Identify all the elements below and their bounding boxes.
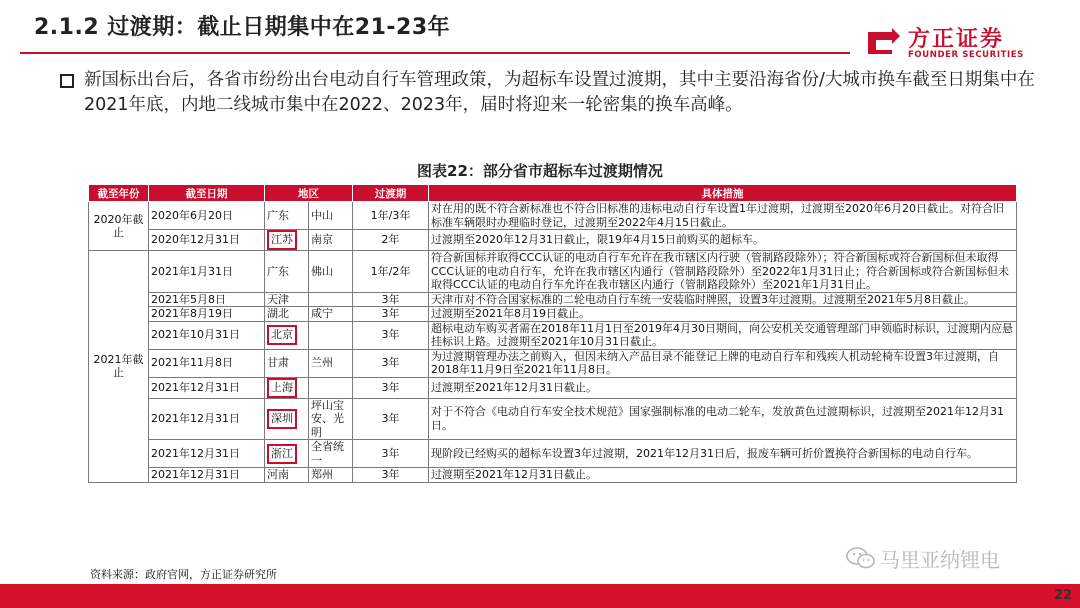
page-number: 22	[1053, 588, 1072, 603]
table-row	[89, 377, 1017, 398]
table-row	[89, 307, 1017, 322]
square-bullet-icon	[60, 74, 74, 88]
measure-cell: 过渡期至2020年12月31日截止，限19年4月15日前购买的超标车。	[429, 230, 1017, 251]
header-period: 过渡期	[353, 185, 429, 202]
intro-paragraph: 新国标出台后，各省市纷纷出台电动自行车管理政策，为超标车设置过渡期，其中主要沿海省份/大城市换车截至日期集中在2021年底，内地二线城市集中在2022、2023年，届时将迎来一轮密集的换车高峰。	[84, 70, 1035, 115]
wechat-watermark	[846, 544, 1066, 574]
province-cell: 广东	[265, 251, 309, 293]
header-year: 截至年份	[89, 185, 149, 202]
founder-logo-icon	[866, 26, 902, 56]
measure-cell: 超标电动车购买者需在2018年11月1日至2019年4月30日期间，向公安机关交通管理部门申领临时标识，过渡期内应悬挂标识上路。过渡期至2021年10月31日截止。	[429, 321, 1017, 349]
measure-cell: 天津市对不符合国家标准的二轮电动自行车统一安装临时牌照，设置3年过渡期。过渡期至2021年5月8日截止。	[429, 292, 1017, 307]
date-cell: 2021年5月8日	[149, 292, 265, 307]
watermark-text: 马里亚纳锂电	[880, 548, 1000, 572]
date-cell: 2020年6月20日	[149, 202, 265, 230]
header-date: 截至日期	[149, 185, 265, 202]
table-row	[89, 440, 1017, 468]
table-row	[89, 230, 1017, 251]
date-cell: 2021年8月19日	[149, 307, 265, 322]
period-cell: 3年	[353, 440, 429, 468]
period-cell: 3年	[353, 321, 429, 349]
city-cell: 南京	[309, 230, 353, 251]
measure-cell: 为过渡期管理办法之前购入，但因未纳入产品目录不能登记上牌的电动自行车和残疾人机动轮椅车设置3年过渡期，自2018年11月9日至2021年11月8日。	[429, 349, 1017, 377]
province-cell: 河南	[265, 468, 309, 483]
table-row	[89, 468, 1017, 483]
table-row	[89, 251, 1017, 293]
year-cell: 2021年截止	[89, 251, 149, 483]
period-cell: 3年	[353, 307, 429, 322]
province-cell	[265, 398, 309, 440]
period-cell: 3年	[353, 292, 429, 307]
company-logo	[866, 22, 1048, 64]
highlighted-region: 浙江	[267, 444, 297, 464]
page-title: 2.1.2 过渡期：截止日期集中在21-23年	[34, 15, 451, 40]
province-cell: 湖北	[265, 307, 309, 322]
logo-name: 方正证券	[908, 27, 1005, 52]
measure-cell: 符合新国标并取得CCC认证的电动自行车允许在我市辖区内行驶（管制路段除外）；符合新国标或符合新国标但未取得CCC认证的电动自行车，允许在我市辖区内通行（管制路段除外）至2022年1月31日止；符合新国标或符合新国标但未取得CCC认证的电动自行车允许在我市辖区内通行（管制路段除外）至2021年1月31日止。	[429, 251, 1017, 293]
city-cell: 坪山宝安、光明	[309, 398, 353, 440]
city-cell: 郑州	[309, 468, 353, 483]
measure-cell: 对于不符合《电动自行车安全技术规范》国家强制标准的电动二轮车，发放黄色过渡期标识，过渡期至2021年12月31日。	[429, 398, 1017, 440]
province-cell	[265, 321, 309, 349]
province-cell: 广东	[265, 202, 309, 230]
date-cell: 2021年1月31日	[149, 251, 265, 293]
table-header-row	[89, 185, 1017, 202]
province-cell	[265, 440, 309, 468]
period-cell: 1年/2年	[353, 251, 429, 293]
city-cell: 中山	[309, 202, 353, 230]
province-cell	[265, 230, 309, 251]
period-cell: 3年	[353, 377, 429, 398]
date-cell: 2021年10月31日	[149, 321, 265, 349]
measure-cell: 过渡期至2021年12月31日截止。	[429, 377, 1017, 398]
table-caption: 图表22：部分省市超标车过渡期情况	[417, 162, 663, 180]
measure-cell: 对在用的既不符合新标准也不符合旧标准的违标电动自行车设置1年过渡期，过渡期至2020年6月20日截止。对符合旧标准车辆限时办理临时登记，过渡期至2022年4月15日截止。	[429, 202, 1017, 230]
province-cell: 甘肃	[265, 349, 309, 377]
period-cell: 3年	[353, 349, 429, 377]
date-cell: 2021年12月31日	[149, 398, 265, 440]
city-cell: 咸宁	[309, 307, 353, 322]
wechat-icon	[846, 546, 876, 570]
header-measures: 具体措施	[429, 185, 1017, 202]
measure-cell: 过渡期至2021年8月19日截止。	[429, 307, 1017, 322]
logo-subtitle: FOUNDER SECURITIES	[908, 50, 1024, 60]
period-cell: 3年	[353, 398, 429, 440]
city-cell: 兰州	[309, 349, 353, 377]
city-cell: 佛山	[309, 251, 353, 293]
city-cell	[309, 377, 353, 398]
measure-cell: 过渡期至2021年12月31日截止。	[429, 468, 1017, 483]
table-row	[89, 349, 1017, 377]
period-cell: 2年	[353, 230, 429, 251]
year-cell: 2020年截止	[89, 202, 149, 251]
table-row	[89, 321, 1017, 349]
date-cell: 2020年12月31日	[149, 230, 265, 251]
highlighted-region: 北京	[267, 325, 297, 345]
city-cell	[309, 292, 353, 307]
table-row	[89, 398, 1017, 440]
table-row	[89, 202, 1017, 230]
title-divider	[20, 52, 850, 54]
province-cell	[265, 377, 309, 398]
highlighted-region: 深圳	[267, 409, 297, 429]
period-cell: 1年/3年	[353, 202, 429, 230]
highlighted-region: 江苏	[267, 230, 297, 250]
city-cell: 全省统一	[309, 440, 353, 468]
highlighted-region: 上海	[267, 378, 297, 398]
table-row	[89, 292, 1017, 307]
city-cell	[309, 321, 353, 349]
transition-period-table	[88, 184, 1017, 483]
period-cell: 3年	[353, 468, 429, 483]
date-cell: 2021年11月8日	[149, 349, 265, 377]
date-cell: 2021年12月31日	[149, 468, 265, 483]
source-note: 资料来源：政府官网，方正证券研究所	[90, 568, 277, 581]
measure-cell: 现阶段已经购买的超标车设置3年过渡期，2021年12月31日后，报废车辆可折价置换符合新国标的电动自行车。	[429, 440, 1017, 468]
header-region: 地区	[265, 185, 353, 202]
footer-bar	[0, 584, 1080, 608]
date-cell: 2021年12月31日	[149, 440, 265, 468]
date-cell: 2021年12月31日	[149, 377, 265, 398]
province-cell: 天津	[265, 292, 309, 307]
